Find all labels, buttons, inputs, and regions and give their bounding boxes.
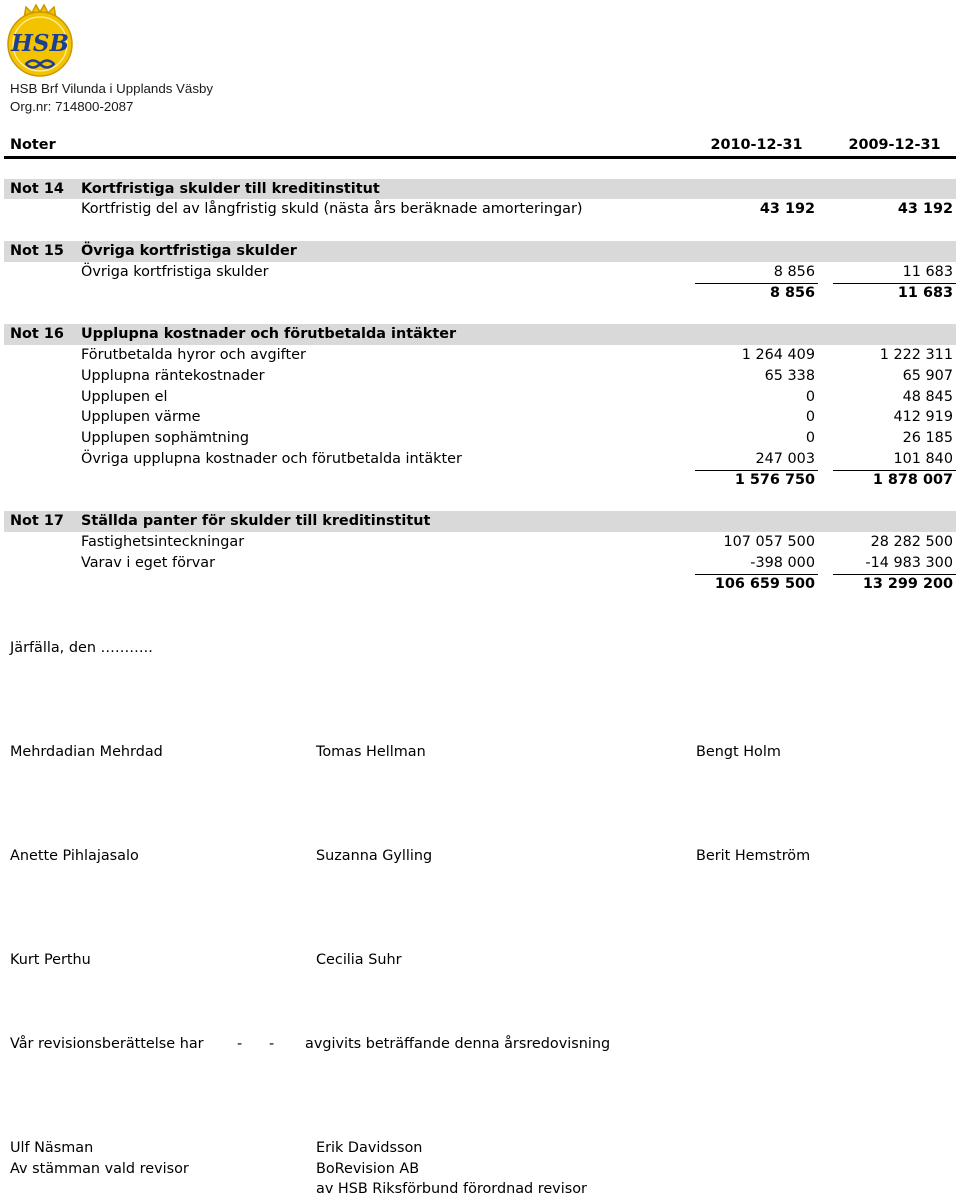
item-label: Förutbetalda hyror och avgifter [81,346,306,363]
value-2009: 28 282 500 [870,534,953,551]
note-total-row [4,283,956,304]
note-number: Not 14 [10,180,64,197]
value-2010: 65 338 [764,367,815,384]
note-total-row [4,470,956,491]
note-item-row [4,387,956,408]
note-item-row [4,199,956,220]
note-title: Övriga kortfristiga skulder [81,242,297,259]
note-item-row [4,366,956,387]
value-2009: 1 222 311 [879,346,953,363]
auditor-firm: BoRevision AB [316,1161,420,1177]
audit-dash: - [269,1036,275,1052]
value-2009: 48 845 [902,388,953,405]
note-title: Ställda panter för skulder till kreditinstitut [81,513,431,530]
hsb-logo [2,2,78,78]
audit-dash: - [237,1036,243,1052]
notes-table [4,179,956,595]
value-2010: 107 057 500 [723,534,815,551]
note-title: Upplupna kostnader och förutbetalda intäkter [81,326,457,343]
item-label: Fastighetsinteckningar [81,534,245,551]
signature-name: Mehrdadian Mehrdad [10,744,163,760]
item-label: Upplupen el [81,388,168,405]
note-header-row [4,511,956,532]
page-title: Noter [10,137,56,153]
spacer-row [4,220,956,241]
total-2009: 11 683 [897,284,953,301]
auditor-role: av HSB Riksförbund förordnad revisor [316,1181,587,1197]
value-2009: 11 683 [833,262,956,284]
signature-name: Berit Hemström [696,848,811,864]
value-2010: 0 [805,430,815,447]
note-number: Not 16 [10,326,64,343]
value-2010: -398 000 [695,553,818,575]
signature-name: Bengt Holm [696,744,781,760]
item-label: Varav i eget förvar [81,554,216,571]
note-header-row [4,179,956,200]
value-2009: 412 919 [893,409,953,426]
value-2009: 43 192 [897,201,953,218]
total-2009: 13 299 200 [862,575,953,592]
notes-header [4,135,956,156]
total-2010: 8 856 [769,284,815,301]
value-2009: 101 840 [833,449,956,471]
value-2010: 0 [805,409,815,426]
signature-name: Kurt Perthu [10,952,91,968]
note-header-row [4,241,956,262]
signature-name: Anette Pihlajasalo [10,848,139,864]
value-2009: 65 907 [902,367,953,384]
total-2010: 1 576 750 [734,471,815,488]
signature-name: Suzanna Gylling [316,848,433,864]
value-2010: 1 264 409 [741,346,815,363]
note-total-row [4,574,956,595]
auditor-name: Erik Davidsson [316,1140,423,1156]
signature-name: Tomas Hellman [316,744,426,760]
place-date: Järfälla, den ……….. [10,640,153,656]
column-header-2009: 2009-12-31 [848,137,941,153]
note-item-row [4,449,956,470]
item-label: Kortfristig del av långfristig skuld (nästa års beräknade amorteringar) [81,201,583,218]
header-rule [4,156,956,159]
auditor-name: Ulf Näsman [10,1140,94,1156]
item-label: Övriga upplupna kostnader och förutbetalda intäkter [81,450,462,467]
signature-name: Cecilia Suhr [316,952,402,968]
note-item-row [4,262,956,283]
audit-statement-end: avgivits beträffande denna årsredovisning [305,1036,611,1052]
note-number: Not 17 [10,513,64,530]
spacer-row [4,303,956,324]
note-item-row [4,407,956,428]
note-item-row [4,532,956,553]
organization-number: Org.nr: 714800-2087 [10,99,134,114]
value-2010: 8 856 [695,262,818,284]
item-label: Övriga kortfristiga skulder [81,263,269,280]
organization-name: HSB Brf Vilunda i Upplands Väsby [10,81,214,96]
total-2010: 106 659 500 [714,575,815,592]
audit-statement-start: Vår revisionsberättelse har [10,1036,204,1052]
item-label: Upplupna räntekostnader [81,367,265,384]
value-2010: 43 192 [759,201,815,218]
value-2010: 247 003 [695,449,818,471]
note-item-row [4,428,956,449]
note-item-row [4,345,956,366]
logo-ribbon-knot [38,62,42,66]
spacer-row [4,491,956,512]
note-title: Kortfristiga skulder till kreditinstitut [81,180,380,197]
logo-lettering: HSB [11,30,69,57]
value-2009: -14 983 300 [833,553,956,575]
note-header-row [4,324,956,345]
value-2009: 26 185 [902,430,953,447]
value-2010: 0 [805,388,815,405]
item-label: Upplupen sophämtning [81,430,250,447]
note-item-row [4,553,956,574]
total-2009: 1 878 007 [872,471,953,488]
auditor-role: Av stämman vald revisor [10,1161,189,1177]
note-number: Not 15 [10,242,64,259]
column-header-2010: 2010-12-31 [710,137,803,153]
item-label: Upplupen värme [81,409,201,426]
